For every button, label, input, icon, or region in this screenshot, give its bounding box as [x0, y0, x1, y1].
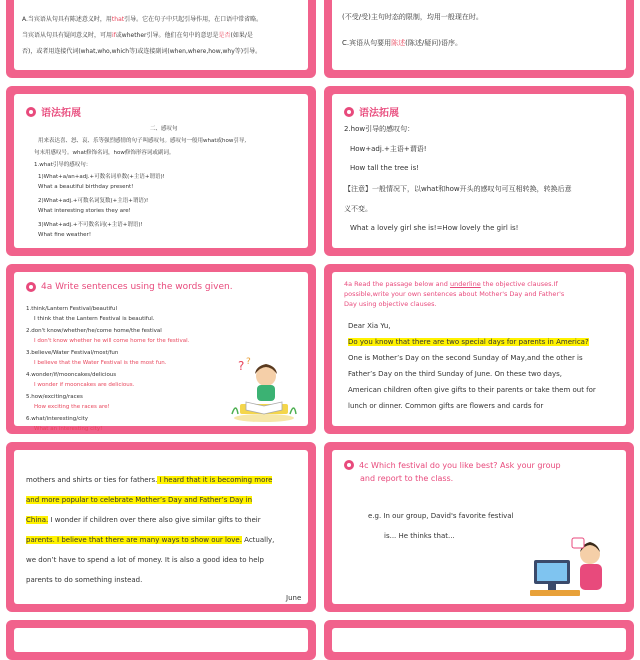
- p4-sub: 2.how引导的感叹句：: [344, 125, 415, 133]
- p2-line1: (不受/受)主句时态的限制，均用一般现在时。: [342, 13, 483, 21]
- p7-line3: [26, 516, 261, 524]
- p3-heading: 二、感叹句: [150, 126, 178, 132]
- p3-intro2: 句末用感叹号。what修饰名词，how修饰形容词或副词。: [34, 150, 175, 156]
- p5-header: [26, 282, 233, 292]
- p4-example: How tall the tree is!: [350, 164, 420, 172]
- slide-card-9-body: [14, 628, 308, 652]
- slide-card-7: [6, 442, 316, 612]
- p6-title-line3: Day using objective clauses.: [344, 300, 437, 308]
- p8-header: [344, 460, 561, 470]
- p6-title1: 4a Read the passage below and: [344, 280, 450, 288]
- exercise-answer: I wonder if mooncakes are delicious.: [34, 382, 135, 388]
- slide-card-9: [6, 620, 316, 660]
- p1-line1: [22, 14, 262, 23]
- p1-line3: 否)，或者用连接代词(what,who,which等)或连接副词(when,where,how,why等)引导。: [22, 48, 262, 55]
- p7-signature: June: [286, 594, 302, 602]
- p8-title1: 4c Which festival do you like best? Ask your group: [359, 460, 561, 470]
- target-icon: [344, 460, 354, 470]
- p7-line1: [26, 476, 272, 484]
- target-icon: [26, 282, 36, 292]
- p4-rule: How+adj.+主语+谓语!: [350, 145, 427, 153]
- p7-line4-highlight: parents. I believe that there are many ways to show our love.: [26, 536, 242, 544]
- slide-card-5: [6, 264, 316, 434]
- p3-rule1: 1)What+a/an+adj.+可数名词单数(+主语+谓语)!: [38, 174, 165, 180]
- p7-line3-highlight: China.: [26, 516, 49, 524]
- p1-line2a: 当宾语从句具有疑问意义时，可用: [22, 32, 113, 39]
- svg-text:?: ?: [238, 359, 245, 373]
- slide-card-3: [6, 86, 316, 256]
- exercise-prompt: 2.don't know/whether/he/come home/the festival: [26, 328, 162, 334]
- slide-card-1: [6, 0, 316, 78]
- p7-line4: [26, 536, 274, 544]
- p7-line2-highlight: and more popular to celebrate Mother’s Day and Father’s Day in: [26, 496, 253, 504]
- p6-title2: the objective clauses.If: [480, 280, 558, 288]
- exercise-prompt: 6.what/interesting/city: [26, 416, 89, 422]
- p3-sub: 1.what引导的感叹句：: [34, 162, 92, 168]
- p3-intro1: 用来表达喜、怒、哀、乐等强烈感情的句子叫感叹句。感叹句一般用what或how引导,: [38, 138, 247, 144]
- slide-card-10: [324, 620, 634, 660]
- p1-line1c: 引导。它在句子中只起引导作用，在口语中常省略。: [124, 16, 263, 23]
- p1-if: if: [112, 32, 116, 39]
- p3-header: [26, 104, 81, 119]
- exercise-prompt: 1.think/Lantern Festival/beautiful: [26, 306, 117, 312]
- p4-note1: 【注意】一般情况下，以what和how开头的感叹句可互相转换，转换后意: [344, 185, 572, 193]
- p1-line2c: 或whether引导。他们在句中的意思是: [115, 32, 219, 39]
- target-icon: [344, 107, 354, 117]
- p7-line3b: I wonder if children over there also give similar gifts to their: [48, 516, 261, 524]
- p7-line6: parents to do something instead.: [26, 576, 143, 584]
- p2-line2a: C.宾语从句要用: [342, 39, 392, 47]
- p6-line4: American children often give gifts to their parents or take them out for: [348, 386, 596, 394]
- exercise-prompt: 5.how/exciting/races: [26, 394, 83, 400]
- slide-card-6-body: [332, 272, 626, 426]
- slide-card-8-body: [332, 450, 626, 604]
- slide-card-6: [324, 264, 634, 434]
- slide-card-1-body: [14, 0, 308, 70]
- p6-title-underline: underline: [449, 280, 481, 288]
- p8-title2: and report to the class.: [360, 474, 454, 483]
- slide-card-5-body: [14, 272, 308, 432]
- target-icon: [26, 107, 36, 117]
- exercise-prompt: 3.believe/Water Festival/most/fun: [26, 350, 119, 356]
- exercise-answer: How exciting the races are!: [34, 404, 110, 410]
- p6-line1-highlight: Do you know that there are two special days for parents in America?: [348, 338, 589, 346]
- p4-note2: 义不变。: [344, 205, 372, 213]
- slide-card-8: [324, 442, 634, 612]
- p6-title-line2: possible,write your own sentences about Mother's Day and Father's: [344, 290, 565, 298]
- p6-title-line1: [344, 280, 558, 288]
- slide-card-4: [324, 86, 634, 256]
- exercise-answer: I believe that the Water Festival is the most fun.: [34, 360, 167, 366]
- p5-title: 4a Write sentences using the words given.: [41, 282, 233, 292]
- exercise-answer: What an interesting city!: [34, 426, 103, 432]
- slide-card-3-body: [14, 94, 308, 248]
- p7-line1a: mothers and shirts or ties for fathers.: [26, 476, 158, 484]
- p3-example1: What a beautiful birthday present!: [38, 184, 134, 190]
- p7-line1-highlight: I heard that it is becoming more: [157, 476, 273, 484]
- p6-greeting: Dear Xia Yu,: [348, 322, 391, 330]
- p3-example2: What interesting stories they are!: [38, 208, 131, 214]
- slide-card-4-body: [332, 94, 626, 248]
- p4-header: [344, 104, 399, 119]
- p1-line1a: A.当宾语从句具有陈述意义时，用: [22, 16, 112, 23]
- student-computer-illustration: [528, 534, 612, 600]
- p1-line2: [22, 30, 253, 39]
- p6-line2: One is Mother’s Day on the second Sunday of May,and the other is: [348, 354, 583, 362]
- svg-text:?: ?: [246, 357, 251, 367]
- exercise-answer: I think that the Lantern Festival is beautiful.: [34, 316, 155, 322]
- p1-that: that: [111, 16, 125, 23]
- girl-reading-illustration: [228, 352, 300, 424]
- p7-line2: [26, 496, 252, 504]
- p2-line2c: (陈述/疑问)语序。: [405, 39, 462, 47]
- p2-line2: [342, 38, 462, 48]
- p1-shifou: 是否: [218, 32, 231, 39]
- p8-line2: is... He thinks that...: [384, 532, 455, 540]
- slide-card-2-body: [332, 0, 626, 70]
- exercise-prompt: 4.wonder/if/mooncakes/delicious: [26, 372, 117, 378]
- slide-card-7-body: [14, 450, 308, 604]
- p4-conversion: What a lovely girl she is!=How lovely the girl is!: [350, 224, 519, 232]
- slide-card-2: [324, 0, 634, 78]
- p2-chenshu: 陈述: [391, 39, 406, 47]
- p4-title: 语法拓展: [359, 108, 399, 119]
- p6-line3: Father’s Day on the third Sunday of June. On these two days,: [348, 370, 563, 378]
- p7-line4b: Actually,: [241, 536, 275, 544]
- p3-rule3: 3)What+adj.+不可数名词(+主语+谓语)!: [38, 222, 143, 228]
- p6-line5: lunch or dinner. Common gifts are flowers and cards for: [348, 402, 544, 410]
- p6-line1: [348, 338, 589, 346]
- p1-line2e: (如果/是: [230, 32, 253, 39]
- slide-card-10-body: [332, 628, 626, 652]
- p3-title: 语法拓展: [41, 108, 81, 119]
- p3-example3: What fine weather!: [38, 232, 92, 238]
- p8-line1: e.g. In our group, David's favorite festival: [368, 512, 514, 520]
- p7-line5: we don’t have to spend a lot of money. It is also a good idea to help: [26, 556, 264, 564]
- p3-rule2: 2)What+adj.+可数名词复数(+主语+谓语)!: [38, 198, 149, 204]
- exercise-answer: I don't know whether he will come home for the festival.: [34, 338, 190, 344]
